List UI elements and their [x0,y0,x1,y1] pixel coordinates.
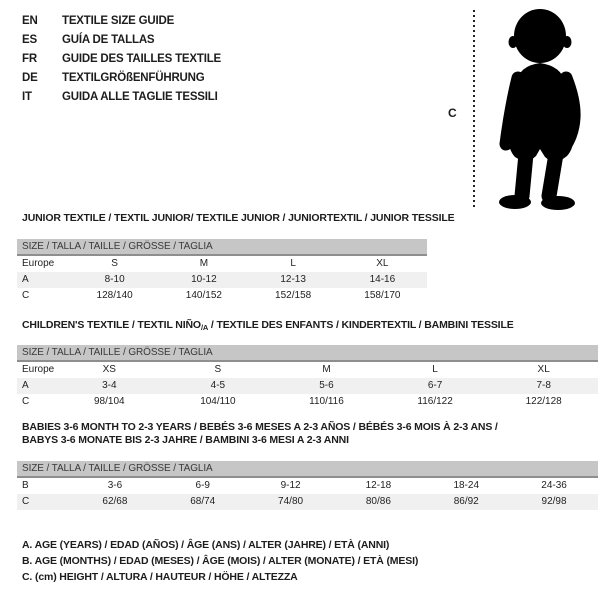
table-cell: 128/140 [96,290,133,301]
section-title-line [22,421,600,434]
section-title-line [22,319,600,334]
height-dotted-line [473,10,475,208]
table-cell: 6-9 [195,480,210,491]
row-label: C [22,396,30,407]
row-label: C [22,496,30,507]
table-row [17,494,598,510]
table-cell: 86/92 [453,496,479,507]
table-cell: 9-12 [280,480,301,491]
size-section-0 [0,212,600,304]
table-cell: 68/74 [190,496,216,507]
section-title-text: BABIES 3-6 MONTH TO 2-3 YEARS / BEBÉS 3-6 MESES A 2-3 AÑOS / BÉBÉS 3-6 MOIS À 2-3 ANS / [22,421,498,433]
language-row [22,69,221,88]
section-title-line [22,212,600,225]
table-cell: 80/86 [365,496,391,507]
table-cell: 3-4 [102,380,117,391]
language-code: DE [22,72,38,84]
table-cell: L [432,364,438,375]
table-cell: 152/158 [275,290,312,301]
section-title-text: /A [200,323,209,332]
size-header-bar: SIZE / TALLA / TAILLE / GRÖSSE / TAGLIA [17,461,598,478]
section-title-text: CHILDREN'S TEXTILE / TEXTIL NIÑO [22,319,201,331]
section-title-text: / TEXTILE DES ENFANTS / KINDERTEXTIL / BAMBINI TESSILE [208,319,514,331]
legend-line: A. AGE (YEARS) / EDAD (AÑOS) / ÂGE (ANS) / ALTER (JAHRE) / ETÀ (ANNI) [22,539,390,551]
table-cell: 12-13 [280,274,306,285]
table-cell: 104/110 [200,396,236,407]
table-cell: 4-5 [210,380,226,391]
section-title [22,319,600,334]
table-cell: 7-8 [536,380,551,391]
language-guide-title: GUÍA DE TALLAS [62,34,155,46]
row-label: C [22,290,30,301]
size-section-1 [0,319,600,410]
section-title-text: JUNIOR TEXTILE / TEXTIL JUNIOR/ TEXTILE JUNIOR / JUNIORTEXTIL / JUNIOR TESSILE [22,212,455,224]
table-cell: 116/122 [417,396,453,407]
table-cell: 10-12 [191,274,217,285]
size-table [17,239,427,304]
legend-line: B. AGE (MONTHS) / EDAD (MESES) / ÂGE (MOIS) / ALTER (MONATE) / ETÀ (MESI) [22,555,419,567]
table-row [17,272,427,288]
table-cell: 62/68 [102,496,128,507]
baby-figure [430,6,600,216]
table-cell: 12-18 [365,480,392,491]
baby-silhouette-icon [485,6,600,211]
table-cell: 122/128 [525,396,562,407]
language-row [22,50,221,69]
table-cell: M [322,364,331,375]
table-row [17,378,598,394]
table-cell: 158/170 [364,290,401,301]
size-table [17,461,598,510]
table-cell: 6-7 [427,380,443,391]
section-title [22,212,600,225]
table-cell: 140/152 [185,290,222,301]
table-cell: 8-10 [104,274,125,285]
table-cell: 14-16 [369,274,396,285]
row-label: A [22,380,29,391]
language-code: EN [22,15,38,27]
table-row [17,288,427,304]
table-cell: L [290,258,296,269]
row-label: A [22,274,29,285]
language-row [22,31,221,50]
row-label: Europe [22,258,55,269]
table-cell: 74/80 [278,496,304,507]
table-cell: XS [102,364,116,375]
table-row [17,256,427,272]
table-cell: 3-6 [107,480,123,491]
table-cell: 110/116 [309,396,344,407]
table-cell: XL [376,258,389,269]
table-cell: 18-24 [453,480,480,491]
table-row [17,362,598,378]
measure-legend [22,537,418,585]
table-cell: S [214,364,222,375]
table-cell: M [199,258,209,269]
row-label: Europe [22,364,55,375]
table-row [17,478,598,494]
table-row [17,394,598,410]
language-code: IT [22,91,32,103]
row-label: B [22,480,29,491]
section-title-line [22,434,600,447]
size-section-2 [0,421,600,510]
table-cell: 5-6 [319,380,334,391]
size-table [17,345,598,410]
language-code: FR [22,53,37,65]
table-cell: 92/98 [541,496,567,507]
language-guide-title: GUIDE DES TAILLES TEXTILE [62,53,221,65]
size-header-bar: SIZE / TALLA / TAILLE / GRÖSSE / TAGLIA [17,345,598,362]
table-cell: XL [537,364,550,375]
section-title [22,421,600,447]
language-title-list [22,12,221,107]
height-measure-label: C [448,106,457,120]
language-code: ES [22,34,37,46]
table-cell: S [111,258,118,269]
legend-line: C. (cm) HEIGHT / ALTURA / HAUTEUR / HÖHE / ALTEZZA [22,571,298,583]
language-guide-title: TEXTILGRÖßENFÜHRUNG [62,72,205,84]
language-row [22,12,221,31]
table-cell: 98/104 [94,396,125,407]
language-row [22,88,221,107]
section-title-text: BABYS 3-6 MONATE BIS 2-3 JAHRE / BAMBINI 3-6 MESI A 2-3 ANNI [22,434,349,446]
table-cell: 24-36 [541,480,567,491]
language-guide-title: GUIDA ALLE TAGLIE TESSILI [62,91,218,103]
size-header-bar: SIZE / TALLA / TAILLE / GRÖSSE / TAGLIA [17,239,427,256]
language-guide-title: TEXTILE SIZE GUIDE [62,15,175,27]
